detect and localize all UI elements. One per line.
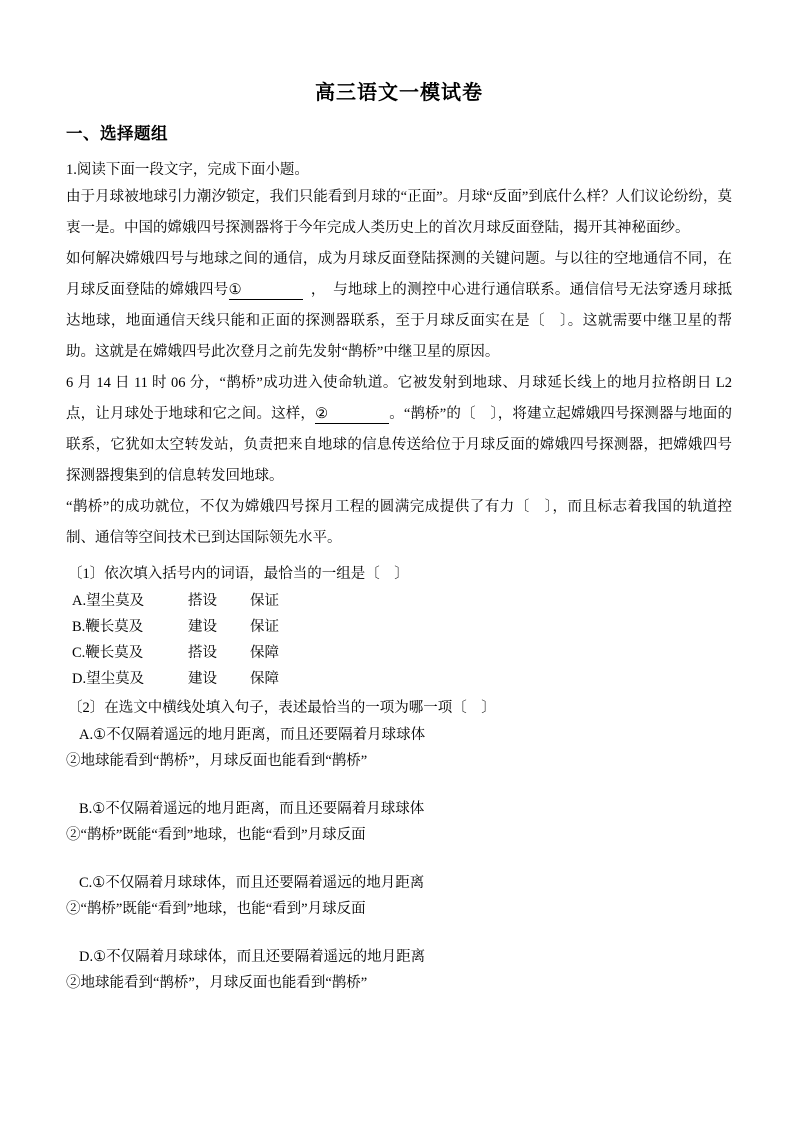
option-d-word2: 建设 (188, 671, 217, 687)
option-b-label: B. (72, 619, 86, 635)
paragraph-3-text-pre: 6 月 14 日 11 时 06 分，“鹊桥”成功进入使命轨道。它被发射到地球、月球延长线上的地月拉格朗日 L2 点，让月球处于地球和它之间。这样， (66, 375, 732, 422)
paragraph-3-text-post: 。“鹊桥”的〔 〕，将建立起嫦娥四号探测器与地面的联系，它犹如太空转发站，负责把来自地球的信息传送给位于月球反面的嫦娥四号探测器，把嫦娥四号探测器搜集到的信息转发回地球。 (66, 406, 733, 484)
option-block-a (66, 722, 732, 774)
option-a-line-2: ②地球能看到“鹊桥”，月球反面也能看到“鹊桥” (66, 753, 368, 769)
option-c-label: C. (72, 645, 86, 661)
option-d-idiom: 望尘莫及 (86, 671, 145, 687)
circled-number-2-marker: ② (315, 406, 329, 422)
passage-paragraph-2 (66, 244, 732, 368)
option-c-word2: 搭设 (188, 645, 217, 661)
sub-question-2-options (66, 722, 732, 996)
sub-question-2-stem: 〔2〕在选文中横线处填入句子，表述最恰当的一项为哪一项〔 〕 (68, 700, 496, 716)
option-d-label: D. (72, 671, 87, 687)
passage-paragraph-3 (66, 368, 732, 492)
passage-paragraph-1: 由于月球被地球引力潮汐锁定，我们只能看到月球的“正面”。月球“反面”到底什么样？人们议论纷纷，莫衷一是。中国的嫦娥四号探测器将于今年完成人类历史上的首次月球反面登陆，揭开其神秘面纱。 (66, 189, 732, 236)
circled-number-1-marker: ① (228, 282, 242, 298)
fill-in-blank-1 (229, 281, 303, 300)
option-c-first-column (72, 640, 188, 666)
option-a-word2: 搭设 (188, 593, 217, 609)
option-row-b (66, 614, 732, 640)
paragraph-2-text-pre: 如何解决嫦娥四号与地球之间的通信，成为月球反面登陆探测的关键问题。与以往的空地通信不同，在月球反面登陆的嫦娥四号 (66, 251, 732, 298)
option-block-d (66, 944, 732, 996)
option-d-line-2: ②地球能看到“鹊桥”，月球反面也能看到“鹊桥” (66, 975, 368, 991)
section-heading: 一、选择题组 (66, 124, 168, 143)
option-a-first-column (72, 588, 188, 614)
option-a-word3: 保证 (250, 593, 279, 609)
option-b-line-2: ②“鹊桥”既能“看到”地球，也能“看到”月球反面 (66, 827, 366, 843)
option-a-label: A. (72, 593, 87, 609)
option-c-line-1: C.①不仅隔着月球球体，而且还要隔着遥远的地月距离 (79, 875, 425, 891)
page-title: 高三语文一模试卷 (315, 82, 483, 104)
option-b-line-1: B.①不仅隔着遥远的地月距离，而且还要隔着月球球体 (79, 801, 425, 817)
option-c-line-2: ②“鹊桥”既能“看到”地球，也能“看到”月球反面 (66, 901, 366, 917)
option-d-line-1: D.①不仅隔着月球球体，而且还要隔着遥远的地月距离 (79, 949, 426, 965)
option-block-c (66, 870, 732, 922)
option-b-first-column (72, 614, 188, 640)
option-d-word3: 保障 (250, 671, 279, 687)
paragraph-2-text-post: ， 与地球上的测控中心进行通信联系。通信信号无法穿透月球抵达地球，地面通信天线只能和正面的探测器联系，至于月球反面实在是〔 〕。这就需要中继卫星的帮助。这就是在嫦娥四号此次登月之前先发射“鹊桥”中继卫星的原因。 (66, 282, 732, 360)
option-c-idiom: 鞭长莫及 (85, 645, 144, 661)
option-a-idiom: 望尘莫及 (86, 593, 145, 609)
option-row-d (66, 666, 732, 692)
option-a-line-1: A.①不仅隔着遥远的地月距离，而且还要隔着月球球体 (79, 727, 426, 743)
option-d-first-column (72, 666, 188, 692)
option-b-word3: 保证 (250, 619, 279, 635)
option-row-a (66, 588, 732, 614)
sub-question-1-options (66, 588, 732, 692)
sub-question-1-stem: 〔1〕依次填入括号内的词语，最恰当的一组是〔 〕 (68, 566, 409, 582)
question-1-intro: 1.阅读下面一段文字，完成下面小题。 (66, 162, 309, 178)
option-block-b (66, 796, 732, 848)
option-c-word3: 保障 (250, 645, 279, 661)
option-b-idiom: 鞭长莫及 (85, 619, 144, 635)
passage-paragraph-4: “鹊桥”的成功就位，不仅为嫦娥四号探月工程的圆满完成提供了有力〔 〕，而且标志着我国的轨道控制、通信等空间技术已到达国际领先水平。 (66, 499, 732, 546)
option-row-c (66, 640, 732, 666)
option-b-word2: 建设 (188, 619, 217, 635)
fill-in-blank-2 (315, 405, 389, 424)
reading-passage (66, 182, 732, 554)
